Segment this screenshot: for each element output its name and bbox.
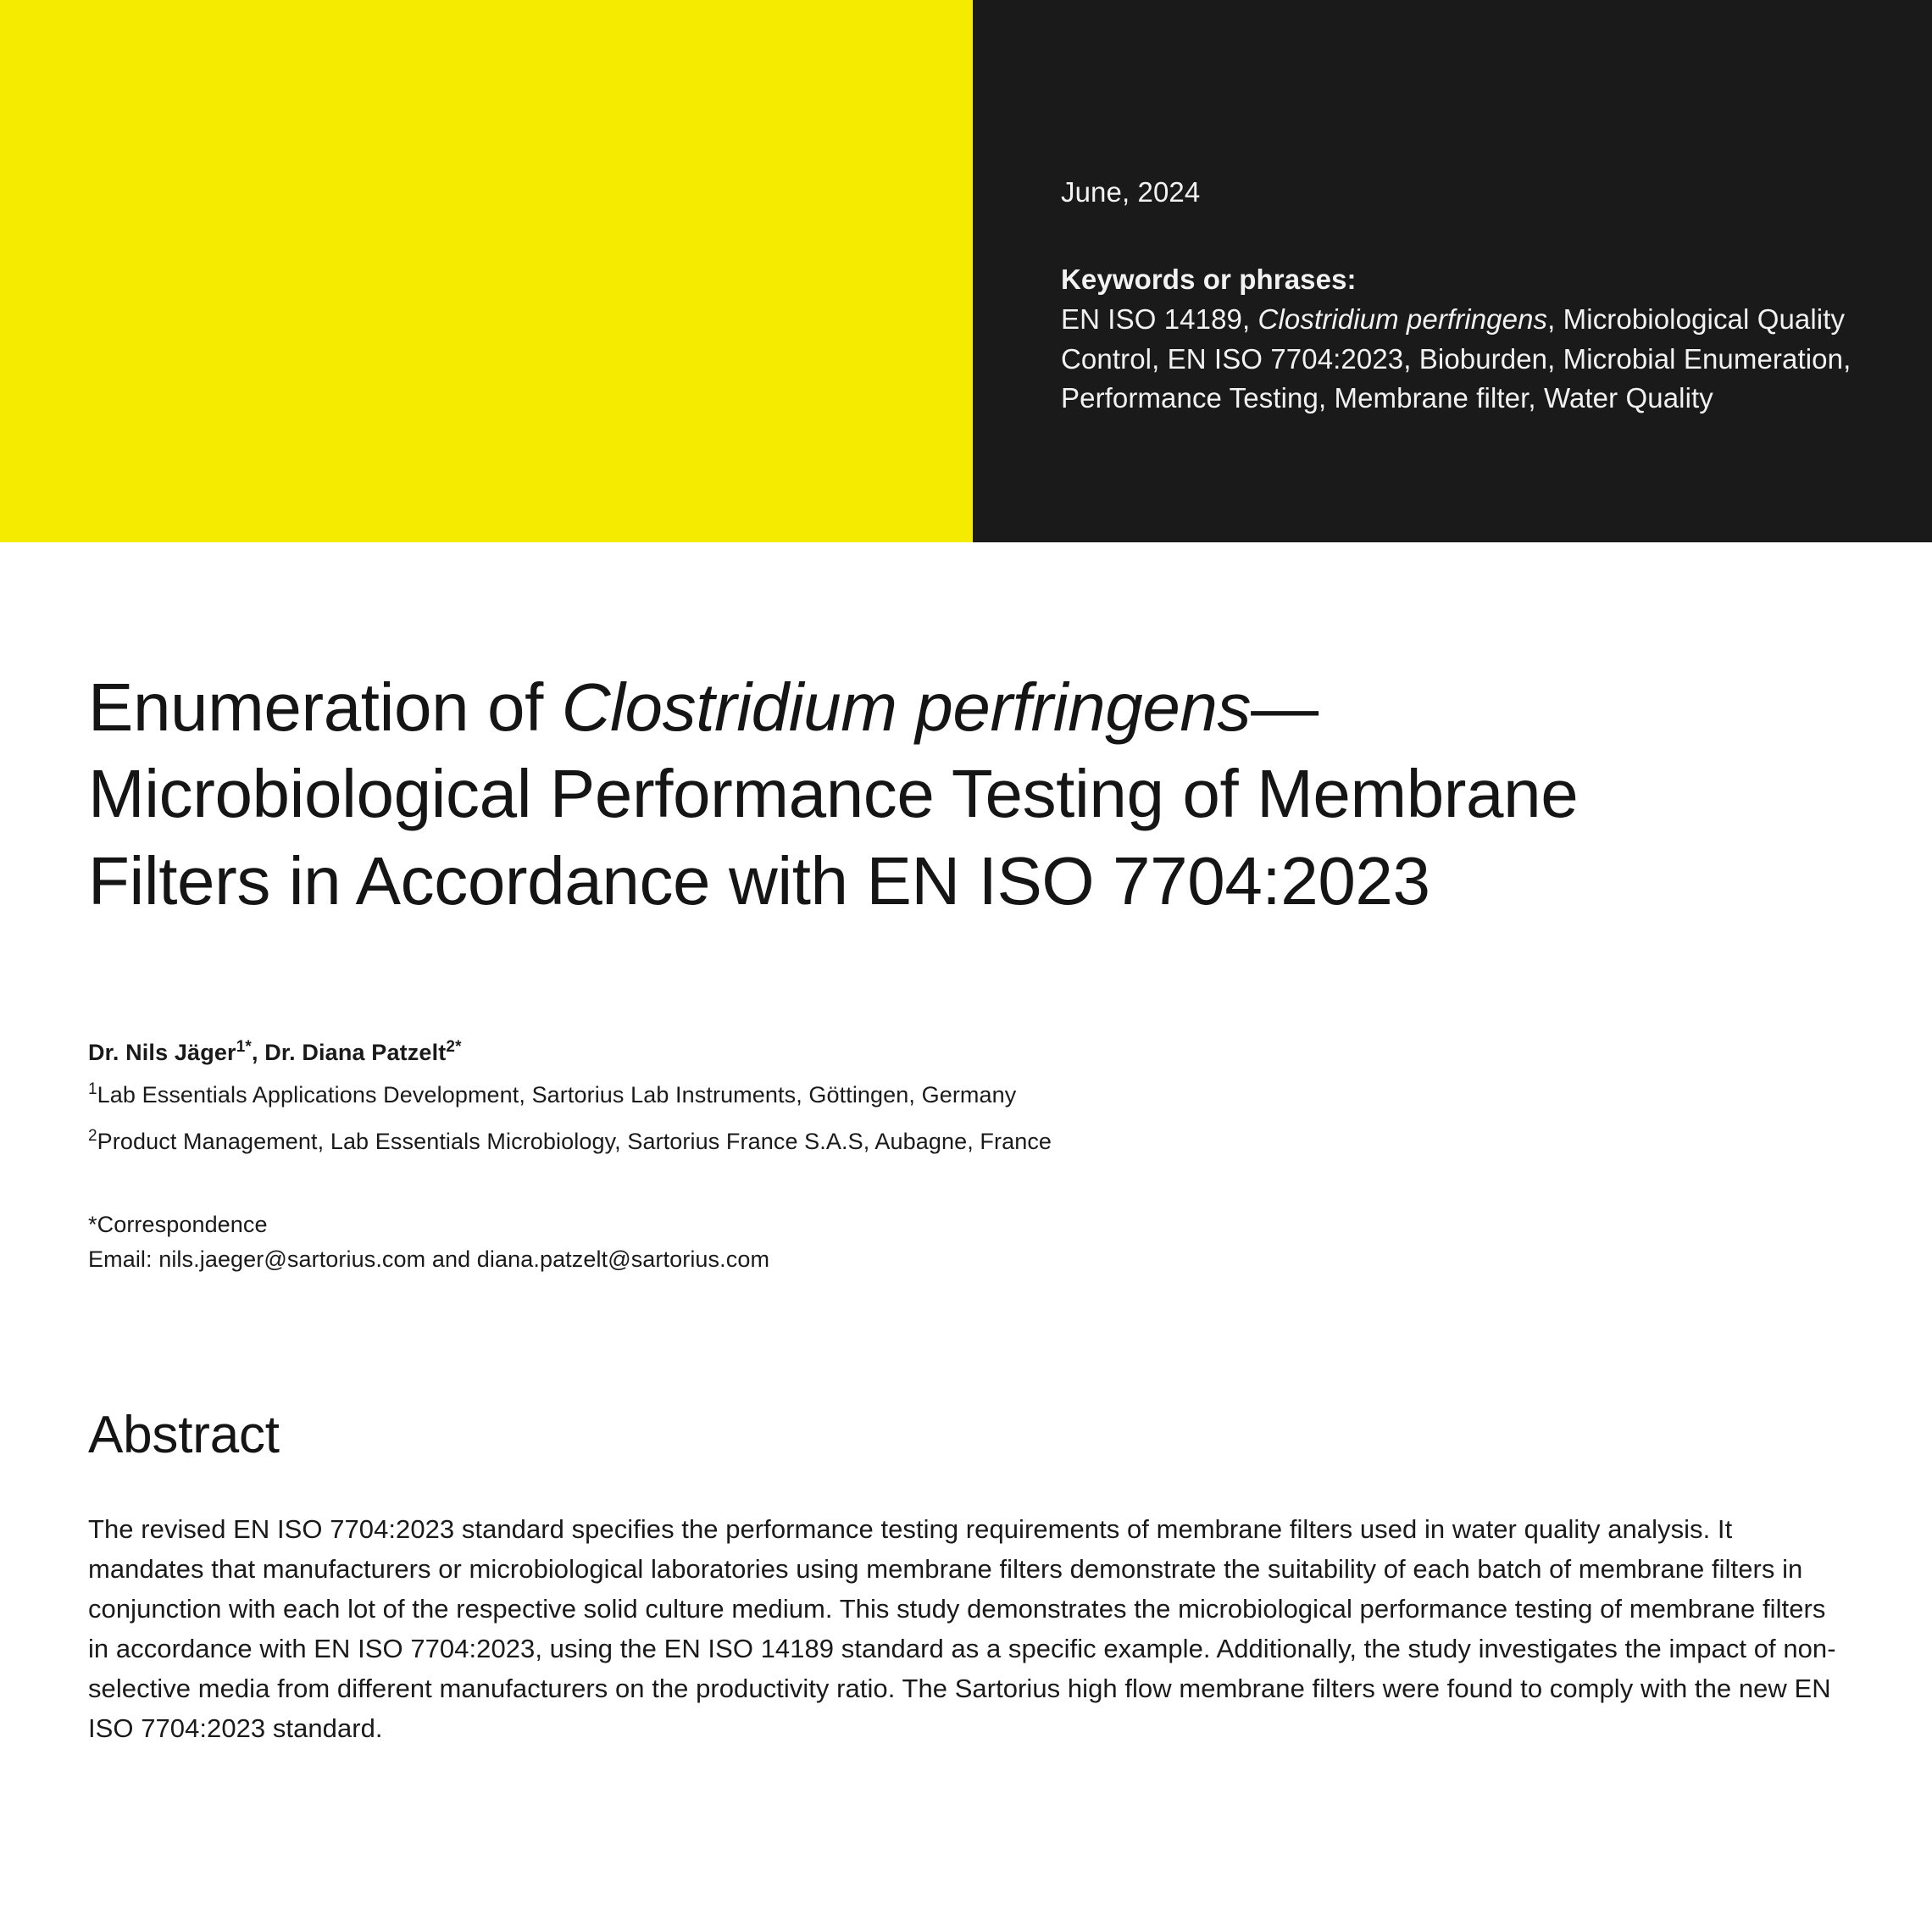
page-title [88, 664, 1698, 924]
author-1-name: Dr. Nils Jäger [88, 1040, 236, 1066]
publication-date: June, 2024 [1061, 176, 1201, 208]
keywords-text-post: , Microbiological Quality Control, EN ISO 7704:2023, Bioburden, Microbial Enumeration, Performance Testing, Membrane filter, Water Quality [1061, 303, 1852, 414]
affiliation-2-marker: 2 [88, 1126, 97, 1145]
correspondence-block [88, 1208, 1844, 1276]
title-species-italic: Clostridium perfringens [561, 669, 1252, 745]
author-separator: , Dr. Diana Patzelt [251, 1040, 447, 1066]
header-band [0, 0, 1932, 542]
affiliation-2-text: Product Management, Lab Essentials Microbiology, Sartorius France S.A.S, Aubagne, France [97, 1128, 1052, 1154]
correspondence-label: *Correspondence [88, 1212, 268, 1238]
keywords-block [1061, 260, 1881, 419]
keywords-text-pre: EN ISO 14189, [1061, 303, 1258, 335]
keywords-label: Keywords or phrases: [1061, 263, 1357, 295]
affiliation-2 [88, 1124, 1844, 1159]
author-2-superscript: 2* [446, 1038, 462, 1057]
title-part-2: —Microbiological Performance Testing of Membrane Filters in Accordance with EN ISO 7704:2023 [88, 669, 1579, 919]
affiliation-1 [88, 1078, 1844, 1113]
header-meta-panel [973, 0, 1932, 542]
correspondence-email: Email: nils.jaeger@sartorius.com and diana.patzelt@sartorius.com [88, 1246, 770, 1272]
author-line [88, 1040, 1844, 1066]
abstract-heading: Abstract [88, 1406, 280, 1465]
affiliation-1-marker: 1 [88, 1080, 97, 1099]
keywords-text-italic: Clostridium perfringens [1257, 303, 1548, 335]
yellow-accent-block [0, 0, 973, 542]
abstract-text: The revised EN ISO 7704:2023 standard specifies the performance testing requirements of membrane filters used in water quality analysis. It mandates that manufacturers or microbiological laboratories using membrane filters demonstrate the suitability of each batch of membrane filters in conjunction with each lot of the respective solid culture medium. This study demonstrates the microbiological performance testing of membrane filters in accordance with EN ISO 7704:2023, using the EN ISO 14189 standard as a specific example. Additionally, the study investigates the impact of non-selective media from different manufacturers on the productivity ratio. The Sartorius high flow membrane filters were found to comply with the new EN ISO 7704:2023 standard. [88, 1513, 1836, 1744]
affiliation-1-text: Lab Essentials Applications Development, Sartorius Lab Instruments, Göttingen, Germany [97, 1082, 1017, 1108]
author-1-superscript: 1* [236, 1038, 252, 1057]
title-part-1: Enumeration of [88, 669, 562, 745]
document-body [0, 664, 1932, 1748]
